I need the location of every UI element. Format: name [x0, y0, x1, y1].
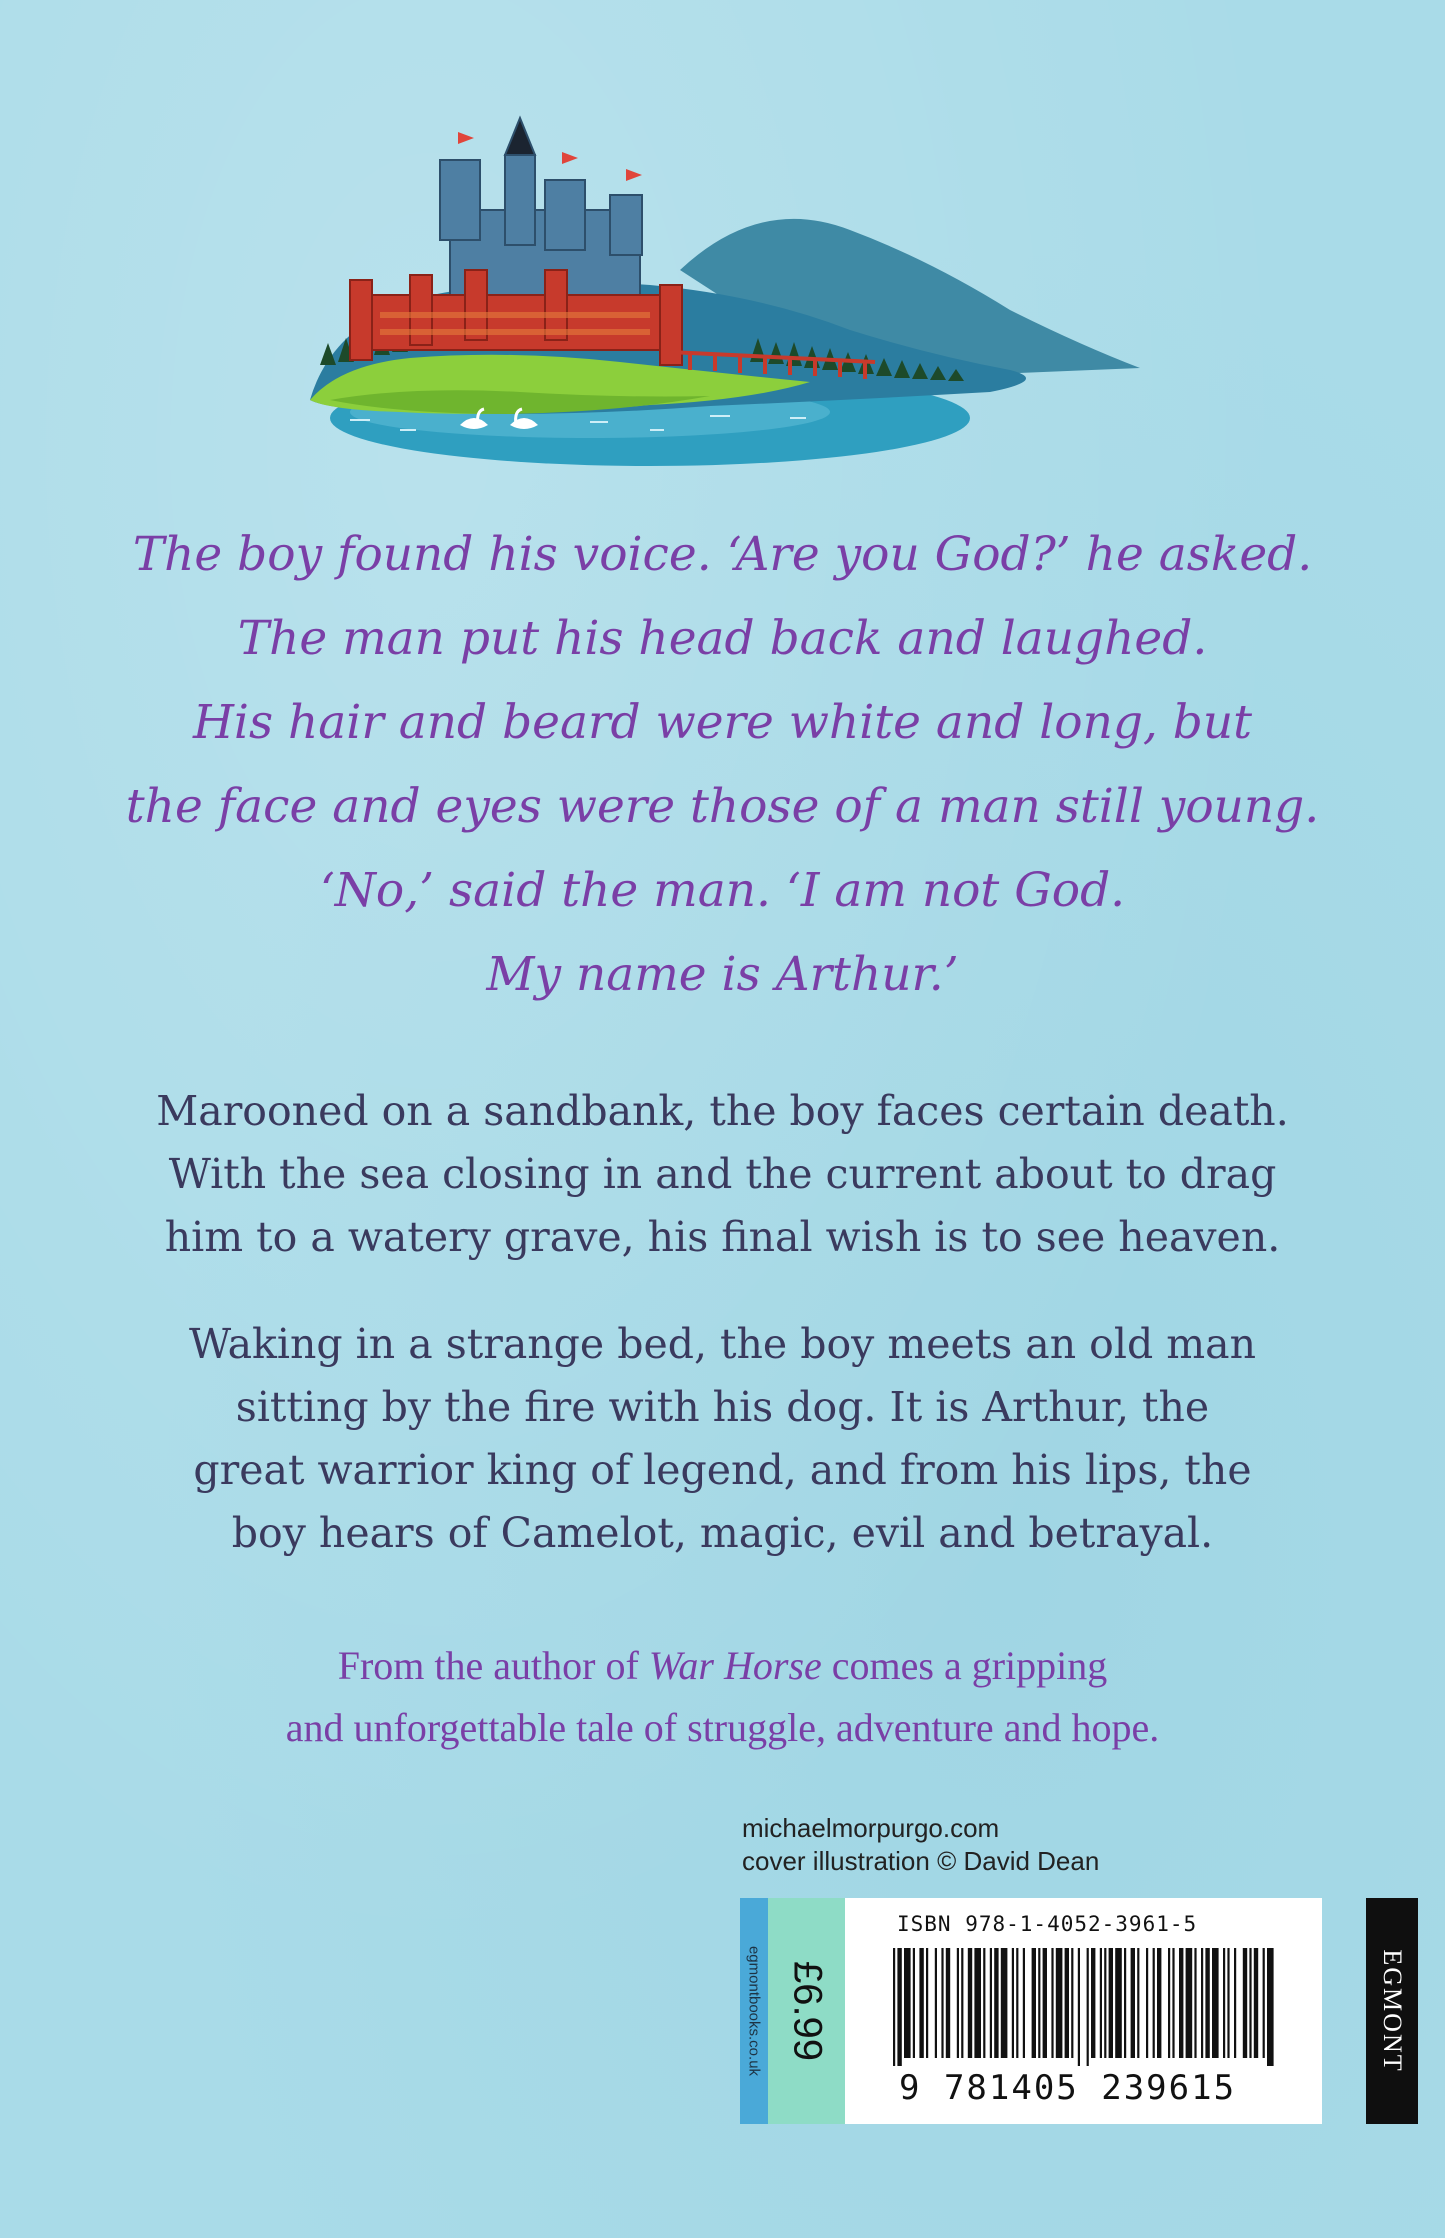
publisher-url-strip — [740, 1898, 768, 2124]
barcode-box — [845, 1898, 1322, 2124]
barcode-bar — [897, 1948, 901, 2066]
barcode-bar — [1038, 1948, 1040, 2058]
barcode-bar — [957, 1948, 959, 2058]
barcode-bar — [1249, 1948, 1251, 2058]
tagline-line-1 — [140, 1635, 1305, 1697]
illustration-credit: cover illustration © David Dean — [742, 1846, 1100, 1876]
barcode-bar — [1109, 1948, 1113, 2058]
barcode-bar — [974, 1948, 981, 2058]
barcode-bar — [1051, 1948, 1053, 2058]
barcode-bar — [961, 1948, 963, 2058]
barcode-bar — [1137, 1948, 1139, 2058]
price-block — [740, 1898, 845, 2124]
blurb-line: him to a watery grave, his final wish is to see heaven. — [164, 1213, 1281, 1261]
barcode-bar — [1131, 1948, 1135, 2058]
barcode-bar — [1124, 1948, 1126, 2058]
barcode-bar — [1201, 1948, 1203, 2058]
barcode-bar — [1263, 1948, 1265, 2058]
tagline-prefix: From the author of — [337, 1643, 649, 1688]
barcode-bar — [941, 1948, 943, 2058]
barcode-bar — [990, 1948, 992, 2058]
barcode-bar — [1065, 1948, 1069, 2058]
barcode-bar — [926, 1948, 928, 2058]
barcode-bar — [1091, 1948, 1095, 2058]
barcode-bar — [1043, 1948, 1047, 2058]
barcode-bar — [1146, 1948, 1148, 2058]
price: £6.99 — [785, 1960, 829, 2062]
blurb-line: boy hears of Camelot, magic, evil and betrayal. — [231, 1509, 1214, 1557]
excerpt-line: The man put his head back and laughed. — [237, 611, 1208, 666]
barcode-bar — [1100, 1948, 1102, 2058]
barcode-bar — [1186, 1948, 1193, 2058]
barcode-bar — [913, 1948, 915, 2058]
barcode-bar — [1056, 1948, 1063, 2058]
barcode-bar — [1153, 1948, 1155, 2058]
blurb-line: Marooned on a sandbank, the boy faces certain death. — [156, 1087, 1289, 1135]
tagline — [140, 1635, 1305, 1759]
barcode-bar — [1194, 1948, 1196, 2058]
barcode-bar — [1205, 1948, 1209, 2058]
barcode-bar — [1023, 1948, 1025, 2058]
barcode-bar — [935, 1948, 937, 2058]
barcode-bar — [893, 1948, 895, 2066]
barcode-bar — [1016, 1948, 1018, 2058]
barcode-bar — [968, 1948, 972, 2058]
barcode-bar — [919, 1948, 923, 2058]
blurb-line: With the sea closing in and the current about to drag — [168, 1150, 1277, 1198]
blurb-paragraph-1 — [110, 1080, 1335, 1269]
barcode-bar — [1179, 1948, 1183, 2058]
barcode-bar — [1223, 1948, 1225, 2058]
tagline-book-title: War Horse — [648, 1643, 822, 1688]
blurb-line: Waking in a strange bed, the boy meets an old man — [189, 1320, 1256, 1368]
barcode-bar — [1157, 1948, 1161, 2058]
excerpt-line: The boy found his voice. ‘Are you God?’ he asked. — [132, 527, 1313, 582]
barcode-bar — [1104, 1948, 1106, 2058]
barcode-bar — [1234, 1948, 1236, 2058]
excerpt-line: My name is Arthur.’ — [486, 947, 959, 1002]
blurb-line: sitting by the fire with his dog. It is Arthur, the — [235, 1383, 1210, 1431]
barcode-bar — [1168, 1948, 1170, 2058]
excerpt-line: His hair and beard were white and long, but — [192, 695, 1253, 750]
barcode — [889, 1948, 1279, 2066]
barcode-bar — [1212, 1948, 1219, 2058]
barcode-bar — [1012, 1948, 1014, 2058]
barcode-bar — [1087, 1948, 1089, 2066]
blurb-line: great warrior king of legend, and from his lips, the — [193, 1446, 1252, 1494]
barcode-bar — [1227, 1948, 1229, 2058]
barcode-bar — [994, 1948, 998, 2058]
barcode-bar — [1254, 1948, 1258, 2058]
barcode-digits: 9 781405 239615 — [899, 2068, 1237, 2108]
barcode-bar — [1115, 1948, 1122, 2058]
tagline-line-2: and unforgettable tale of struggle, adventure and hope. — [285, 1705, 1160, 1750]
price-strip — [768, 1898, 845, 2124]
barcode-bar — [946, 1948, 950, 2058]
barcode-bar — [1032, 1948, 1036, 2058]
publisher-url: egmontbooks.co.uk — [745, 1945, 763, 2077]
publisher-logo — [1366, 1898, 1418, 2124]
excerpt-line: the face and eyes were those of a man still young. — [125, 779, 1320, 834]
barcode-bar — [1172, 1948, 1174, 2058]
castle-island-illustration — [290, 100, 1250, 480]
isbn-label: ISBN 978-1-4052-3961-5 — [897, 1912, 1198, 1936]
excerpt-quote — [100, 513, 1345, 1017]
blurb-paragraph-2 — [110, 1313, 1335, 1565]
barcode-bar — [1078, 1948, 1080, 2066]
author-website: michaelmorpurgo.com — [742, 1813, 1000, 1843]
barcode-bar — [983, 1948, 985, 2058]
barcode-bar — [1267, 1948, 1274, 2066]
barcode-bar — [1001, 1948, 1008, 2058]
barcode-bar — [904, 1948, 911, 2058]
barcode-bar — [1071, 1948, 1073, 2058]
publisher-logo-text: EGMONT — [1378, 1949, 1407, 2073]
barcode-bar — [1243, 1948, 1247, 2058]
tagline-suffix: comes a gripping — [821, 1643, 1108, 1688]
credits — [742, 1812, 1099, 1878]
excerpt-line: ‘No,’ said the man. ‘I am not God. — [319, 863, 1126, 918]
